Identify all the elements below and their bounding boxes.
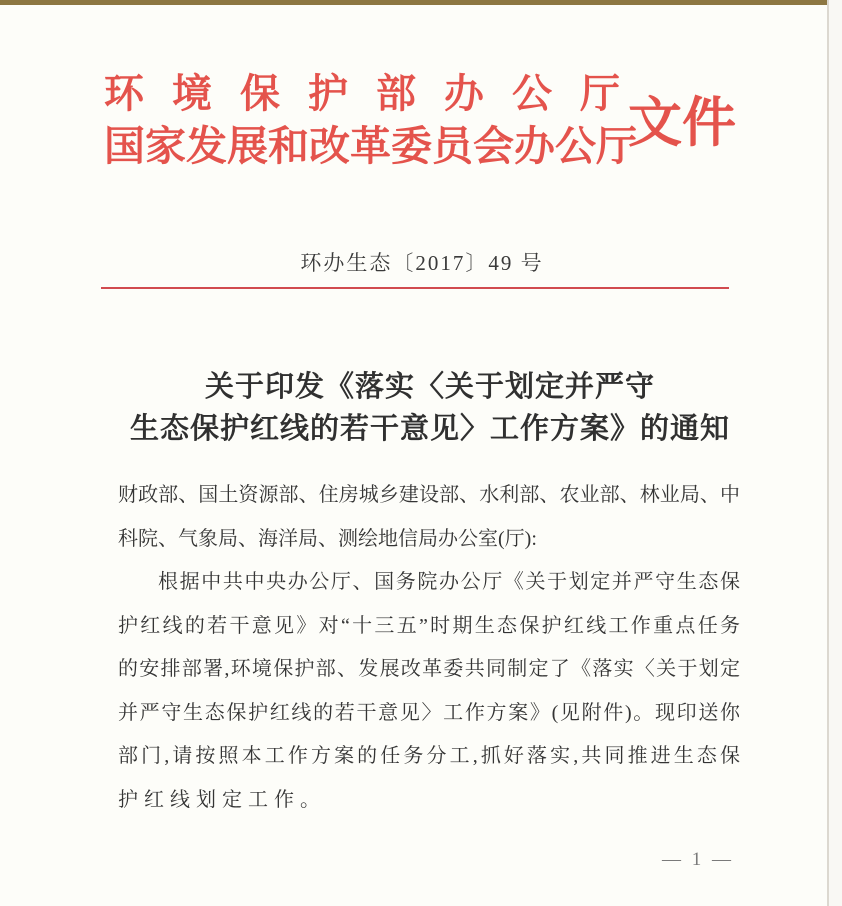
red-divider-rule — [101, 287, 729, 289]
letterhead — [104, 71, 648, 169]
recipient-line: 科院、气象局、海洋局、测绘地信局办公室(厅): — [118, 527, 537, 550]
body-paragraph-line: 的安排部署,环境保护部、发展改革委共同制定了《落实〈关于划定 — [118, 658, 740, 680]
notice-title-line-2: 生态保护红线的若干意见〉工作方案》的通知 — [129, 413, 730, 445]
scan-top-edge — [0, 0, 842, 5]
notice-title — [60, 366, 800, 450]
body-paragraph-line: 部门,请按照本工作方案的任务分工,抓好落实,共同推进生态保 — [118, 745, 740, 767]
scan-right-edge — [827, 0, 829, 906]
document-body — [118, 474, 740, 822]
body-paragraph-line: 护红线的若干意见》对“十三五”时期生态保护红线工作重点任务 — [118, 614, 740, 637]
body-paragraph-line: 根据中共中央办公厅、国务院办公厅《关于划定并严守生态保 — [158, 571, 740, 593]
page-number: — 1 — — [662, 849, 734, 870]
letterhead-doc-type-label: 文件 — [628, 93, 736, 153]
body-paragraph-line: 护红线划定工作。 — [118, 788, 326, 811]
notice-title-line-1: 关于印发《落实〈关于划定并严守 — [204, 371, 655, 403]
letterhead-org-line-2: 国家发展和改革委员会办公厅 — [104, 123, 637, 169]
recipient-line: 财政部、国土资源部、住房城乡建设部、水利部、农业部、林业局、中 — [118, 484, 740, 506]
document-number: 环办生态〔2017〕49 号 — [300, 251, 544, 275]
letterhead-org-line-1: 环境保护部办公厅 — [104, 71, 648, 116]
scan-right-margin — [829, 0, 842, 906]
body-paragraph-line: 并严守生态保护红线的若干意见〉工作方案》(见附件)。现印送你 — [118, 701, 740, 724]
